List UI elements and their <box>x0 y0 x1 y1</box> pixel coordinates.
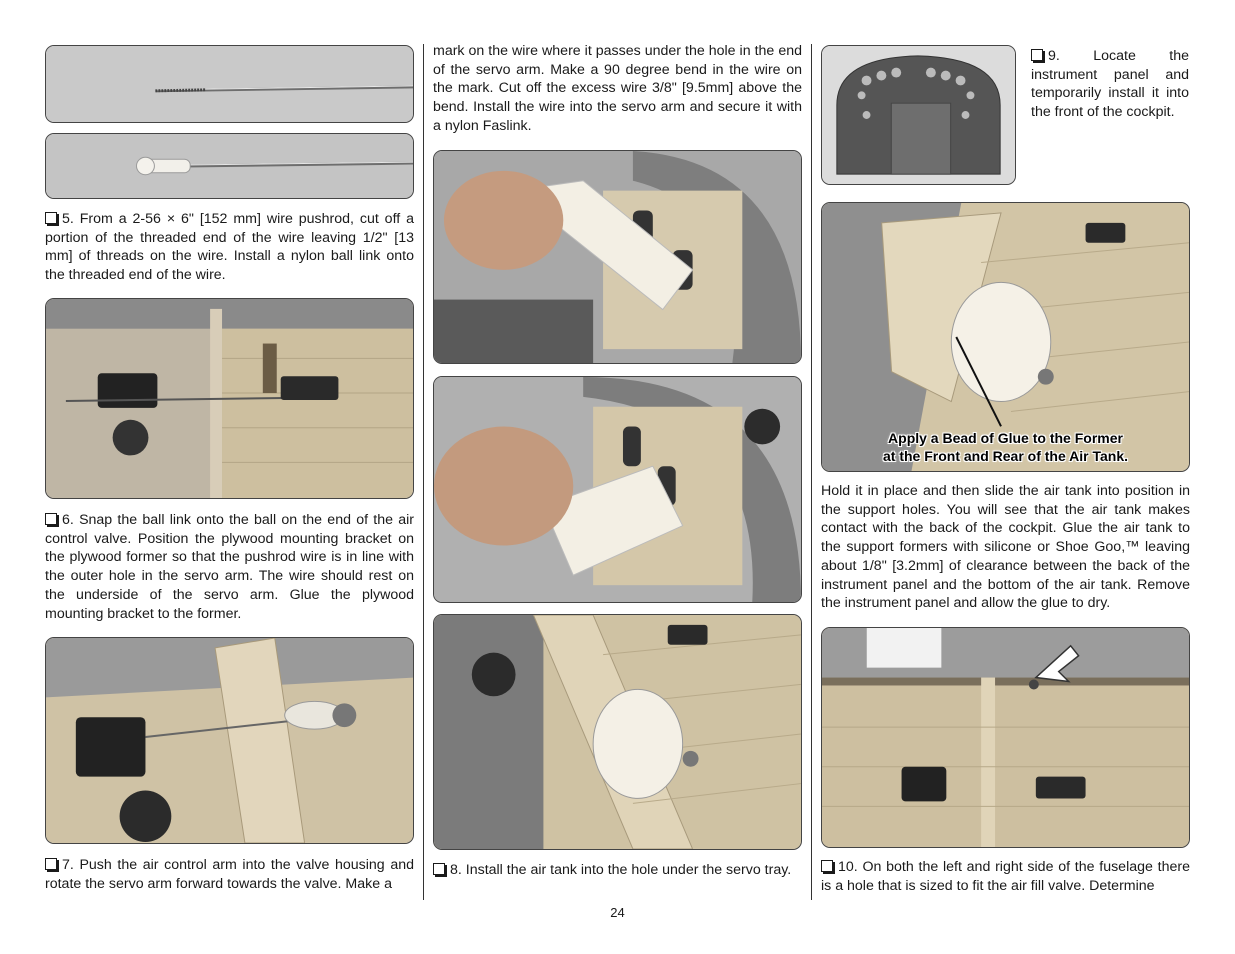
step-10-label: 10. On both the left and right side of the fuselage there is a hole that is sized to fit the air fill valve. Determine <box>821 859 1190 894</box>
checkbox-icon[interactable] <box>45 858 57 870</box>
step-5-text <box>45 210 414 285</box>
step-7-text <box>45 856 414 893</box>
photo-pushrod-wire <box>45 45 414 123</box>
step-6-label: 6. Snap the ball link onto the ball on the end of the air control valve. Position the plywood mounting bracket on the plywood former so that the pushrod wire is in line with the outer hole in the servo arm. The wire should rest on the underside of the servo arm. Glue the plywood mounting bracket to the former. <box>45 512 414 622</box>
checkbox-icon[interactable] <box>821 860 833 872</box>
photo-air-tank-glue <box>821 202 1190 472</box>
photo-servo-valve-mount <box>45 298 414 499</box>
step-7-continued-text: mark on the wire where it passes under the hole in the end of the servo arm. Make a 90 degree bend in the wire on the mark. Cut off the excess wire 3/8" [9.5mm] above the bend. Install the wire into the servo arm and secure it with a nylon Faslink. <box>433 43 802 134</box>
step-9-continued-text: Hold it in place and then slide the air tank into position in the support holes. You will see that the air tank makes contact with the back of the cockpit. Glue the air tank to the support formers with silicone or Shoe Goo,™ leaving about 1/8" [3.2mm] of clearance between the back of the instrument panel and the bottom of the air tank. Remove the instrument panel and allow the glue to dry. <box>821 483 1190 612</box>
photo-instrument-panel <box>821 45 1016 185</box>
checkbox-icon[interactable] <box>433 863 445 875</box>
step-6-text <box>45 511 414 623</box>
step-8-label: 8. Install the air tank into the hole under the servo tray. <box>450 862 792 878</box>
step-5-label: 5. From a 2-56 × 6" [152 mm] wire pushrod, cut off a portion of the threaded end of the wire leaving 1/2" [13 mm] of threads on the wire. Install a nylon ball link onto the threaded end of the wire. <box>45 211 414 284</box>
photo-caption-line-1: Apply a Bead of Glue to the Former <box>888 430 1123 446</box>
page-number: 24 <box>610 905 625 920</box>
checkbox-icon[interactable] <box>45 212 57 224</box>
column-divider-left <box>423 44 424 900</box>
step-10-text <box>821 858 1190 895</box>
photo-air-tank-insert-2 <box>433 376 802 603</box>
photo-air-fill-hole <box>821 627 1190 848</box>
step-9-label: 9. Locate the instrument panel and temporarily install it into the front of the cockpit. <box>1031 48 1189 121</box>
photo-caption-line-2: at the Front and Rear of the Air Tank. <box>882 448 1129 464</box>
column-divider-right <box>811 44 812 900</box>
photo-pushrod-ball-link <box>45 133 414 199</box>
photo-air-tank-installed <box>433 614 802 850</box>
step-9-text <box>1031 47 1189 122</box>
checkbox-icon[interactable] <box>1031 49 1043 61</box>
photo-air-tank-insert-1 <box>433 150 802 364</box>
step-7-label: 7. Push the air control arm into the valve housing and rotate the servo arm forward towards the valve. Make a <box>45 857 414 892</box>
checkbox-icon[interactable] <box>45 513 57 525</box>
photo-servo-arm-linkage <box>45 637 414 844</box>
step-8-text <box>433 861 808 880</box>
photo-caption <box>822 429 1189 465</box>
